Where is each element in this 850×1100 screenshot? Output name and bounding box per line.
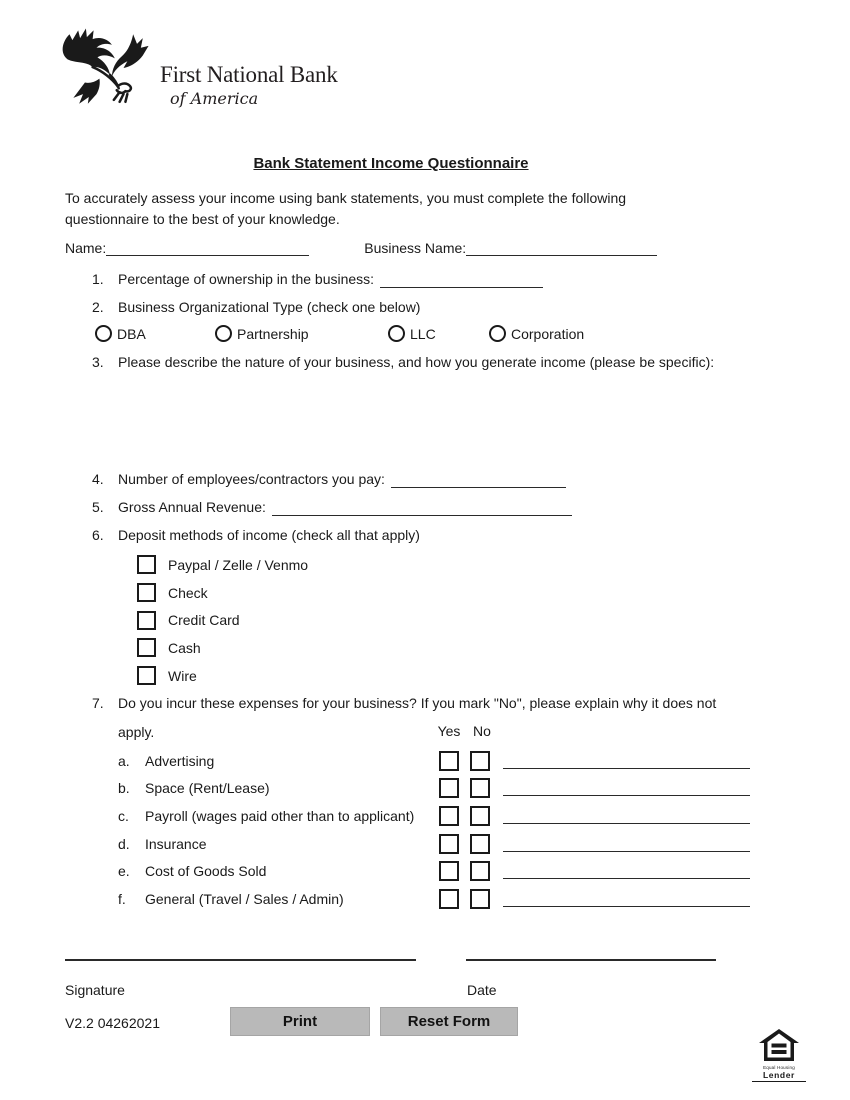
question-3 — [92, 354, 714, 370]
deposit-method-row — [137, 606, 308, 634]
radio-option-dba[interactable] — [95, 325, 146, 342]
yes-no-header — [437, 723, 494, 739]
org-type-options — [0, 325, 850, 347]
eagle-icon — [56, 103, 164, 119]
paypal-zelle-venmo-checkbox[interactable] — [137, 555, 156, 574]
bank-logo-text — [160, 62, 338, 108]
reset-form-button[interactable]: Reset Form — [380, 1007, 518, 1036]
equal-housing-house-icon — [759, 1048, 799, 1064]
date-label: Date — [467, 982, 497, 998]
question-4-text: Number of employees/contractors you pay: — [118, 471, 385, 487]
cogs-explanation-line[interactable] — [503, 863, 750, 879]
expense-row-general — [118, 885, 750, 913]
general-explanation-line[interactable] — [503, 891, 750, 907]
deposit-methods-list — [137, 551, 308, 689]
expense-letter: e. — [118, 863, 130, 880]
intro-line-1: To accurately assess your income using bank statements, you must complete the following — [65, 190, 627, 206]
radio-option-partnership[interactable] — [215, 325, 309, 342]
ownership-percentage-input-line[interactable] — [380, 271, 543, 288]
space-no-checkbox[interactable] — [470, 778, 490, 798]
equal-housing-lender-logo — [752, 1029, 806, 1082]
wire-checkbox[interactable] — [137, 666, 156, 685]
signature-label: Signature — [65, 982, 125, 998]
question-4-number: 4. — [92, 471, 104, 487]
print-button[interactable]: Print — [230, 1007, 370, 1036]
no-column-label: No — [473, 723, 491, 739]
expense-label: General (Travel / Sales / Admin) — [145, 890, 344, 907]
question-6-number: 6. — [92, 527, 104, 543]
name-label: Name: — [65, 240, 107, 256]
expense-label: Cost of Goods Sold — [145, 863, 267, 880]
question-5 — [92, 499, 572, 516]
llc-radio[interactable] — [388, 325, 405, 342]
gross-revenue-input-line[interactable] — [272, 499, 572, 516]
name-input-line[interactable] — [106, 239, 309, 256]
paypal-zelle-venmo-label: Paypal / Zelle / Venmo — [168, 556, 309, 573]
expense-row-space — [118, 775, 750, 803]
bank-tagline: of America — [170, 89, 259, 108]
radio-option-corporation[interactable] — [489, 325, 584, 342]
question-3-number: 3. — [92, 354, 104, 370]
expense-row-cogs — [118, 857, 750, 885]
payroll-no-checkbox[interactable] — [470, 806, 490, 826]
general-yes-checkbox[interactable] — [439, 889, 459, 909]
question-4 — [92, 471, 566, 488]
expense-letter: f. — [118, 890, 126, 907]
version-text: V2.2 04262021 — [65, 1015, 160, 1031]
cash-checkbox[interactable] — [137, 638, 156, 657]
deposit-method-row — [137, 551, 308, 579]
question-1-number: 1. — [92, 271, 104, 287]
expense-row-insurance — [118, 830, 750, 858]
payroll-yes-checkbox[interactable] — [439, 806, 459, 826]
expense-letter: c. — [118, 807, 129, 824]
expense-label: Space (Rent/Lease) — [145, 780, 270, 797]
credit-card-checkbox[interactable] — [137, 611, 156, 630]
expense-label: Advertising — [145, 752, 215, 769]
yes-column-label: Yes — [437, 723, 461, 739]
business-name-input-line[interactable] — [466, 239, 657, 256]
expense-row-payroll — [118, 802, 750, 830]
question-2-text: Business Organizational Type (check one below) — [118, 299, 421, 315]
expense-letter: b. — [118, 780, 130, 797]
partnership-radio[interactable] — [215, 325, 232, 342]
question-7 — [92, 695, 716, 711]
question-6-text: Deposit methods of income (check all that apply) — [118, 527, 420, 543]
radio-option-llc[interactable] — [388, 325, 436, 342]
expense-row-advertising — [118, 747, 750, 775]
question-1-text: Percentage of ownership in the business: — [118, 271, 375, 287]
question-7-text: Do you incur these expenses for your business? If you mark "No", please explain why it does not — [118, 695, 717, 711]
corporation-label: Corporation — [511, 325, 585, 342]
intro-paragraph — [65, 188, 705, 230]
expense-letter: a. — [118, 752, 130, 769]
cash-label: Cash — [168, 639, 201, 656]
question-2-number: 2. — [92, 299, 104, 315]
llc-label: LLC — [410, 325, 436, 342]
partnership-label: Partnership — [237, 325, 309, 342]
check-checkbox[interactable] — [137, 583, 156, 602]
name-row — [65, 239, 675, 256]
advertising-no-checkbox[interactable] — [470, 751, 490, 771]
wire-label: Wire — [168, 667, 197, 684]
question-6 — [92, 527, 420, 543]
expense-letter: d. — [118, 835, 130, 852]
business-name-label: Business Name: — [364, 240, 467, 256]
dba-radio[interactable] — [95, 325, 112, 342]
insurance-yes-checkbox[interactable] — [439, 834, 459, 854]
cogs-yes-checkbox[interactable] — [439, 861, 459, 881]
lender-text: Lender — [752, 1070, 806, 1082]
space-explanation-line[interactable] — [503, 780, 750, 796]
employees-count-input-line[interactable] — [391, 471, 566, 488]
question-7-number: 7. — [92, 695, 104, 711]
cogs-no-checkbox[interactable] — [470, 861, 490, 881]
payroll-explanation-line[interactable] — [503, 808, 750, 824]
deposit-method-row — [137, 579, 308, 607]
question-1 — [92, 271, 543, 288]
insurance-explanation-line[interactable] — [503, 836, 750, 852]
intro-line-2: questionnaire to the best of your knowledge. — [65, 211, 340, 227]
signature-input-line[interactable] — [65, 944, 416, 961]
insurance-no-checkbox[interactable] — [470, 834, 490, 854]
question-7-text-line2: apply. — [118, 724, 155, 740]
date-input-line[interactable] — [466, 944, 716, 961]
credit-card-label: Credit Card — [168, 612, 240, 629]
question-3-text: Please describe the nature of your business, and how you generate income (please be specific): — [118, 354, 715, 370]
expense-label: Insurance — [145, 835, 207, 852]
question-5-text: Gross Annual Revenue: — [118, 499, 266, 515]
general-no-checkbox[interactable] — [470, 889, 490, 909]
question-2 — [92, 299, 420, 315]
expense-label: Payroll (wages paid other than to applicant) — [145, 807, 415, 824]
advertising-explanation-line[interactable] — [503, 753, 750, 769]
check-label: Check — [168, 584, 208, 601]
deposit-method-row — [137, 634, 308, 662]
bank-name: First National Bank — [160, 62, 338, 87]
form-title: Bank Statement Income Questionnaire — [253, 155, 529, 172]
dba-label: DBA — [117, 325, 146, 342]
space-yes-checkbox[interactable] — [439, 778, 459, 798]
question-5-number: 5. — [92, 499, 104, 515]
corporation-radio[interactable] — [489, 325, 506, 342]
expenses-list — [118, 747, 750, 913]
advertising-yes-checkbox[interactable] — [439, 751, 459, 771]
equal-housing-text: Equal Housing — [763, 1065, 795, 1070]
deposit-method-row — [137, 662, 308, 690]
bank-logo — [56, 22, 164, 119]
